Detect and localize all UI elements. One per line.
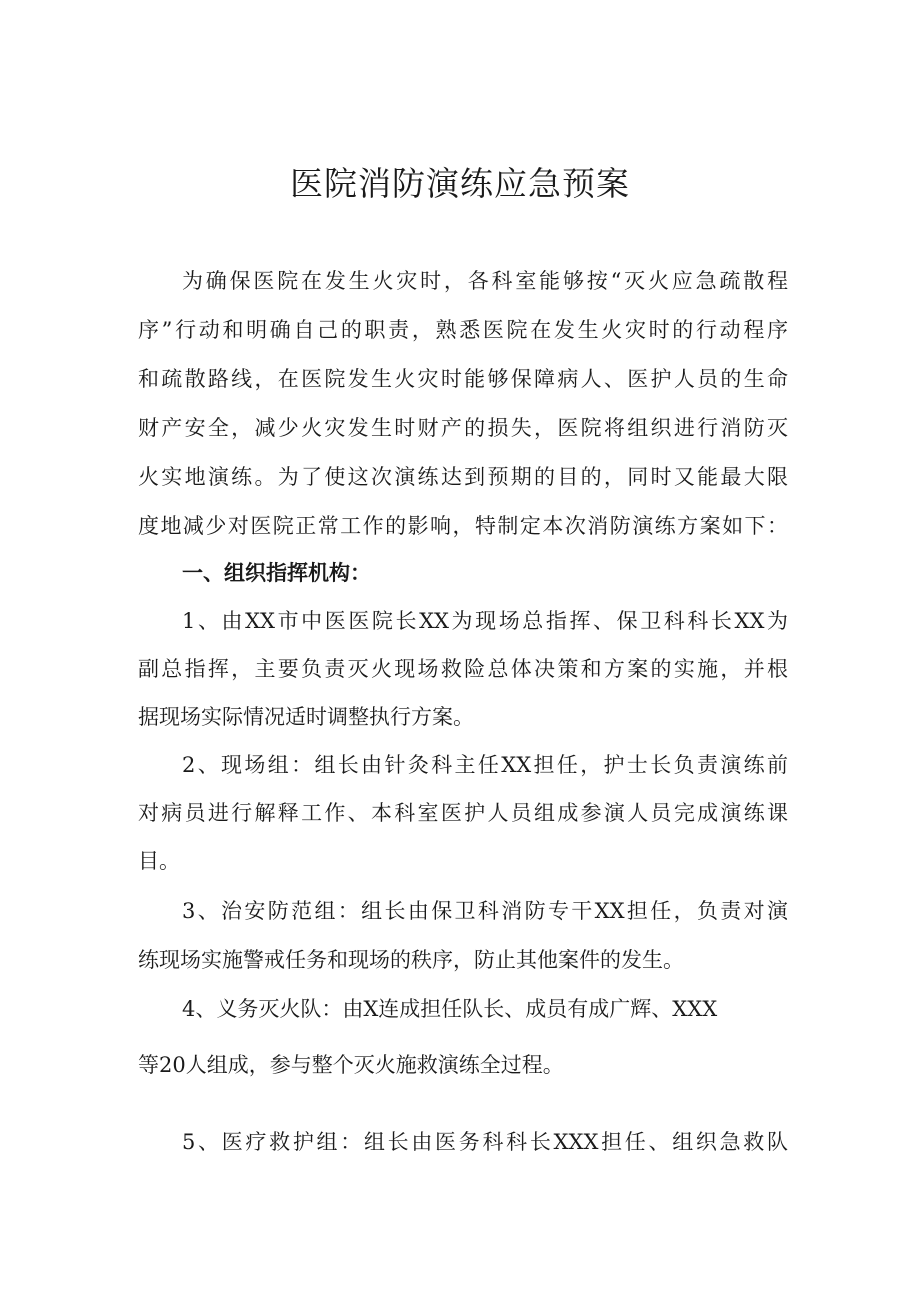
intro-line-2: 序”行动和明确自己的职责，熟悉医院在发生火灾时的行动程序 [138, 318, 788, 342]
document-title: 医院消防演练应急预案 [290, 164, 630, 203]
intro-line-5: 火实地演练。为了使这次演练达到预期的目的，同时又能最大限 [138, 465, 788, 489]
item4-line-2: 等20人组成，参与整个灭火施救演练全过程。 [138, 1053, 564, 1077]
intro-line-3: 和疏散路线，在医院发生火灾时能够保障病人、医护人员的生命 [138, 367, 788, 391]
intro-line-6: 度地减少对医院正常工作的影响，特制定本次消防演练方案如下： [138, 514, 788, 538]
item2-line-2: 对病员进行解释工作、本科室医护人员组成参演人员完成演练课 [138, 801, 788, 825]
item1-line-2: 副总指挥，主要负责灭火现场救险总体决策和方案的实施，并根 [138, 657, 788, 681]
item4-line-1: 4、义务灭火队：由X连成担任队长、成员有成广辉、XXX [182, 997, 718, 1021]
item3-line-2: 练现场实施警戒任务和现场的秩序，防止其他案件的发生。 [138, 948, 684, 972]
item2-line-3: 目。 [138, 849, 180, 873]
section-heading: 一、组织指挥机构： [182, 561, 371, 585]
item1-line-3: 据现场实际情况适时调整执行方案。 [138, 705, 474, 729]
item2-line-1: 2、现场组：组长由针灸科主任XX担任，护士长负责演练前 [182, 753, 788, 777]
item1-line-1: 1、由XX市中医医院长XX为现场总指挥、保卫科科长XX为 [182, 609, 788, 633]
intro-line-1: 为确保医院在发生火灾时，各科室能够按“灭火应急疏散程 [182, 269, 788, 293]
item5-line-1: 5、医疗救护组：组长由医务科科长XXX担任、组织急救队 [182, 1130, 788, 1154]
intro-line-4: 财产安全，减少火灾发生时财产的损失，医院将组织进行消防灭 [138, 416, 788, 440]
item3-line-1: 3、治安防范组：组长由保卫科消防专干XX担任，负责对演 [182, 899, 788, 923]
